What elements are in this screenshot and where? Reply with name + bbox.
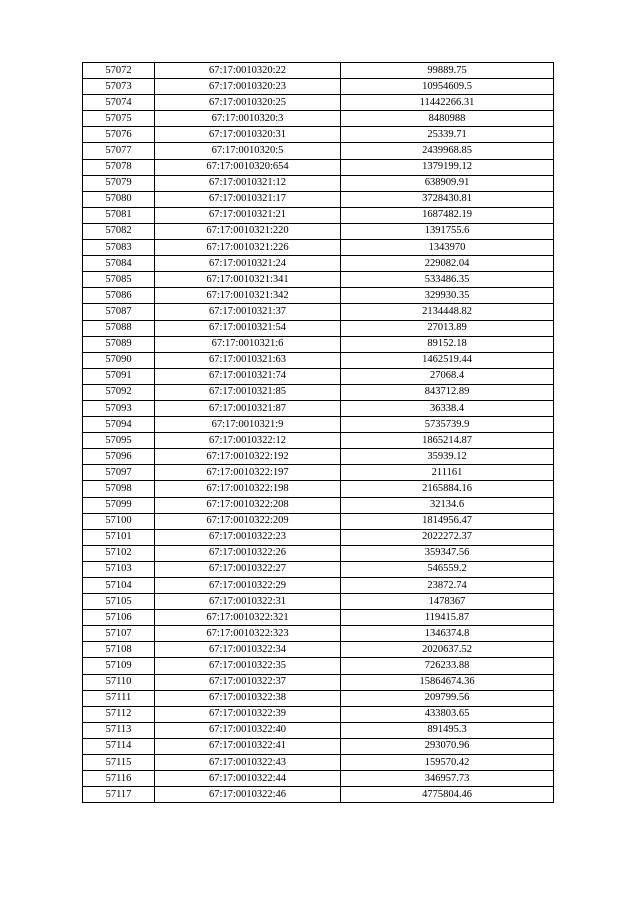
value-cell: 209799.56 — [341, 690, 554, 706]
value-cell: 89152.18 — [341, 336, 554, 352]
value-cell: 8480988 — [341, 111, 554, 127]
table-row — [83, 706, 554, 722]
cadastral-number-cell: 67:17:0010322:41 — [155, 738, 341, 754]
cadastral-number-cell: 67:17:0010322:44 — [155, 771, 341, 787]
table-row — [83, 352, 554, 368]
cadastral-number-cell: 67:17:0010320:25 — [155, 95, 341, 111]
row-number-cell: 57082 — [83, 223, 155, 239]
table-row — [83, 400, 554, 416]
cadastral-number-cell: 67:17:0010322:23 — [155, 529, 341, 545]
value-cell: 1478367 — [341, 594, 554, 610]
table-row — [83, 368, 554, 384]
value-cell: 35939.12 — [341, 449, 554, 465]
value-cell: 1343970 — [341, 240, 554, 256]
row-number-cell: 57116 — [83, 771, 155, 787]
cadastral-number-cell: 67:17:0010320:23 — [155, 79, 341, 95]
table-row — [83, 336, 554, 352]
row-number-cell: 57081 — [83, 207, 155, 223]
cadastral-number-cell: 67:17:0010321:63 — [155, 352, 341, 368]
table-row — [83, 529, 554, 545]
cadastral-number-cell: 67:17:0010321:74 — [155, 368, 341, 384]
table-row — [83, 658, 554, 674]
row-number-cell: 57107 — [83, 626, 155, 642]
table-row — [83, 320, 554, 336]
value-cell: 1379199.12 — [341, 159, 554, 175]
value-cell: 32134.6 — [341, 497, 554, 513]
cadastral-number-cell: 67:17:0010321:220 — [155, 223, 341, 239]
row-number-cell: 57096 — [83, 449, 155, 465]
row-number-cell: 57113 — [83, 722, 155, 738]
row-number-cell: 57083 — [83, 240, 155, 256]
cadastral-number-cell: 67:17:0010322:197 — [155, 465, 341, 481]
table-row — [83, 304, 554, 320]
value-cell: 211161 — [341, 465, 554, 481]
row-number-cell: 57085 — [83, 272, 155, 288]
table-body — [83, 63, 554, 803]
data-table — [82, 62, 554, 803]
cadastral-number-cell: 67:17:0010321:6 — [155, 336, 341, 352]
row-number-cell: 57089 — [83, 336, 155, 352]
value-cell: 891495.3 — [341, 722, 554, 738]
table-row — [83, 207, 554, 223]
row-number-cell: 57086 — [83, 288, 155, 304]
table-row — [83, 578, 554, 594]
cadastral-number-cell: 67:17:0010322:29 — [155, 578, 341, 594]
cadastral-number-cell: 67:17:0010321:9 — [155, 417, 341, 433]
row-number-cell: 57079 — [83, 175, 155, 191]
cadastral-number-cell: 67:17:0010320:22 — [155, 63, 341, 79]
cadastral-number-cell: 67:17:0010321:17 — [155, 191, 341, 207]
table-row — [83, 143, 554, 159]
cadastral-number-cell: 67:17:0010321:12 — [155, 175, 341, 191]
table-row — [83, 223, 554, 239]
table-row — [83, 594, 554, 610]
table-row — [83, 111, 554, 127]
value-cell: 25339.71 — [341, 127, 554, 143]
table-row — [83, 95, 554, 111]
table-row — [83, 771, 554, 787]
cadastral-number-cell: 67:17:0010322:31 — [155, 594, 341, 610]
table-row — [83, 642, 554, 658]
cadastral-number-cell: 67:17:0010321:342 — [155, 288, 341, 304]
row-number-cell: 57087 — [83, 304, 155, 320]
table-row — [83, 240, 554, 256]
value-cell: 1814956.47 — [341, 513, 554, 529]
value-cell: 3728430.81 — [341, 191, 554, 207]
row-number-cell: 57080 — [83, 191, 155, 207]
cadastral-number-cell: 67:17:0010322:46 — [155, 787, 341, 803]
row-number-cell: 57103 — [83, 561, 155, 577]
row-number-cell: 57078 — [83, 159, 155, 175]
cadastral-number-cell: 67:17:0010320:31 — [155, 127, 341, 143]
table-row — [83, 79, 554, 95]
value-cell: 15864674.36 — [341, 674, 554, 690]
value-cell: 119415.87 — [341, 610, 554, 626]
cadastral-number-cell: 67:17:0010322:208 — [155, 497, 341, 513]
table-row — [83, 561, 554, 577]
value-cell: 99889.75 — [341, 63, 554, 79]
row-number-cell: 57072 — [83, 63, 155, 79]
row-number-cell: 57095 — [83, 433, 155, 449]
cadastral-number-cell: 67:17:0010321:21 — [155, 207, 341, 223]
cadastral-number-cell: 67:17:0010322:198 — [155, 481, 341, 497]
table-row — [83, 497, 554, 513]
cadastral-number-cell: 67:17:0010322:321 — [155, 610, 341, 626]
value-cell: 2439968.85 — [341, 143, 554, 159]
table-row — [83, 384, 554, 400]
row-number-cell: 57108 — [83, 642, 155, 658]
table-row — [83, 191, 554, 207]
cadastral-number-cell: 67:17:0010322:35 — [155, 658, 341, 674]
table-row — [83, 272, 554, 288]
value-cell: 27013.89 — [341, 320, 554, 336]
value-cell: 638909.91 — [341, 175, 554, 191]
row-number-cell: 57076 — [83, 127, 155, 143]
value-cell: 2022272.37 — [341, 529, 554, 545]
value-cell: 159570.42 — [341, 755, 554, 771]
row-number-cell: 57109 — [83, 658, 155, 674]
cadastral-number-cell: 67:17:0010322:43 — [155, 755, 341, 771]
value-cell: 843712.89 — [341, 384, 554, 400]
cadastral-number-cell: 67:17:0010320:654 — [155, 159, 341, 175]
value-cell: 546559.2 — [341, 561, 554, 577]
cadastral-number-cell: 67:17:0010322:323 — [155, 626, 341, 642]
value-cell: 5735739.9 — [341, 417, 554, 433]
cadastral-number-cell: 67:17:0010321:54 — [155, 320, 341, 336]
table-row — [83, 690, 554, 706]
value-cell: 346957.73 — [341, 771, 554, 787]
table-row — [83, 417, 554, 433]
value-cell: 1346374.8 — [341, 626, 554, 642]
table-row — [83, 449, 554, 465]
table-row — [83, 787, 554, 803]
value-cell: 23872.74 — [341, 578, 554, 594]
value-cell: 329930.35 — [341, 288, 554, 304]
row-number-cell: 57093 — [83, 400, 155, 416]
table-row — [83, 755, 554, 771]
value-cell: 533486.35 — [341, 272, 554, 288]
value-cell: 4775804.46 — [341, 787, 554, 803]
cadastral-number-cell: 67:17:0010322:34 — [155, 642, 341, 658]
table-row — [83, 465, 554, 481]
table-row — [83, 433, 554, 449]
row-number-cell: 57091 — [83, 368, 155, 384]
value-cell: 1462519.44 — [341, 352, 554, 368]
cadastral-number-cell: 67:17:0010321:341 — [155, 272, 341, 288]
row-number-cell: 57090 — [83, 352, 155, 368]
row-number-cell: 57112 — [83, 706, 155, 722]
value-cell: 726233.88 — [341, 658, 554, 674]
row-number-cell: 57073 — [83, 79, 155, 95]
value-cell: 27068.4 — [341, 368, 554, 384]
value-cell: 2165884.16 — [341, 481, 554, 497]
row-number-cell: 57084 — [83, 256, 155, 272]
row-number-cell: 57099 — [83, 497, 155, 513]
row-number-cell: 57104 — [83, 578, 155, 594]
table-row — [83, 481, 554, 497]
row-number-cell: 57117 — [83, 787, 155, 803]
table-row — [83, 610, 554, 626]
value-cell: 36338.4 — [341, 400, 554, 416]
table-row — [83, 63, 554, 79]
row-number-cell: 57106 — [83, 610, 155, 626]
cadastral-number-cell: 67:17:0010322:26 — [155, 545, 341, 561]
row-number-cell: 57101 — [83, 529, 155, 545]
row-number-cell: 57100 — [83, 513, 155, 529]
row-number-cell: 57111 — [83, 690, 155, 706]
value-cell: 1391755.6 — [341, 223, 554, 239]
table-row — [83, 545, 554, 561]
value-cell: 293070.96 — [341, 738, 554, 754]
cadastral-number-cell: 67:17:0010321:87 — [155, 400, 341, 416]
table-row — [83, 513, 554, 529]
row-number-cell: 57114 — [83, 738, 155, 754]
row-number-cell: 57075 — [83, 111, 155, 127]
cadastral-number-cell: 67:17:0010322:12 — [155, 433, 341, 449]
table-row — [83, 256, 554, 272]
value-cell: 1687482.19 — [341, 207, 554, 223]
value-cell: 1865214.87 — [341, 433, 554, 449]
cadastral-number-cell: 67:17:0010322:40 — [155, 722, 341, 738]
value-cell: 10954609.5 — [341, 79, 554, 95]
cadastral-number-cell: 67:17:0010322:209 — [155, 513, 341, 529]
table-row — [83, 738, 554, 754]
row-number-cell: 57110 — [83, 674, 155, 690]
cadastral-number-cell: 67:17:0010322:192 — [155, 449, 341, 465]
cadastral-number-cell: 67:17:0010321:24 — [155, 256, 341, 272]
table-row — [83, 626, 554, 642]
cadastral-number-cell: 67:17:0010321:226 — [155, 240, 341, 256]
cadastral-number-cell: 67:17:0010321:85 — [155, 384, 341, 400]
row-number-cell: 57094 — [83, 417, 155, 433]
value-cell: 229082.04 — [341, 256, 554, 272]
value-cell: 433803.65 — [341, 706, 554, 722]
value-cell: 11442266.31 — [341, 95, 554, 111]
row-number-cell: 57088 — [83, 320, 155, 336]
table-row — [83, 159, 554, 175]
row-number-cell: 57092 — [83, 384, 155, 400]
row-number-cell: 57098 — [83, 481, 155, 497]
value-cell: 2134448.82 — [341, 304, 554, 320]
cadastral-number-cell: 67:17:0010322:27 — [155, 561, 341, 577]
cadastral-number-cell: 67:17:0010320:3 — [155, 111, 341, 127]
cadastral-number-cell: 67:17:0010322:37 — [155, 674, 341, 690]
value-cell: 2020637.52 — [341, 642, 554, 658]
table-row — [83, 127, 554, 143]
row-number-cell: 57105 — [83, 594, 155, 610]
table-row — [83, 175, 554, 191]
row-number-cell: 57097 — [83, 465, 155, 481]
row-number-cell: 57077 — [83, 143, 155, 159]
row-number-cell: 57074 — [83, 95, 155, 111]
cadastral-number-cell: 67:17:0010322:38 — [155, 690, 341, 706]
table-row — [83, 722, 554, 738]
row-number-cell: 57115 — [83, 755, 155, 771]
table-row — [83, 674, 554, 690]
cadastral-number-cell: 67:17:0010322:39 — [155, 706, 341, 722]
cadastral-number-cell: 67:17:0010320:5 — [155, 143, 341, 159]
row-number-cell: 57102 — [83, 545, 155, 561]
table-row — [83, 288, 554, 304]
value-cell: 359347.56 — [341, 545, 554, 561]
cadastral-number-cell: 67:17:0010321:37 — [155, 304, 341, 320]
